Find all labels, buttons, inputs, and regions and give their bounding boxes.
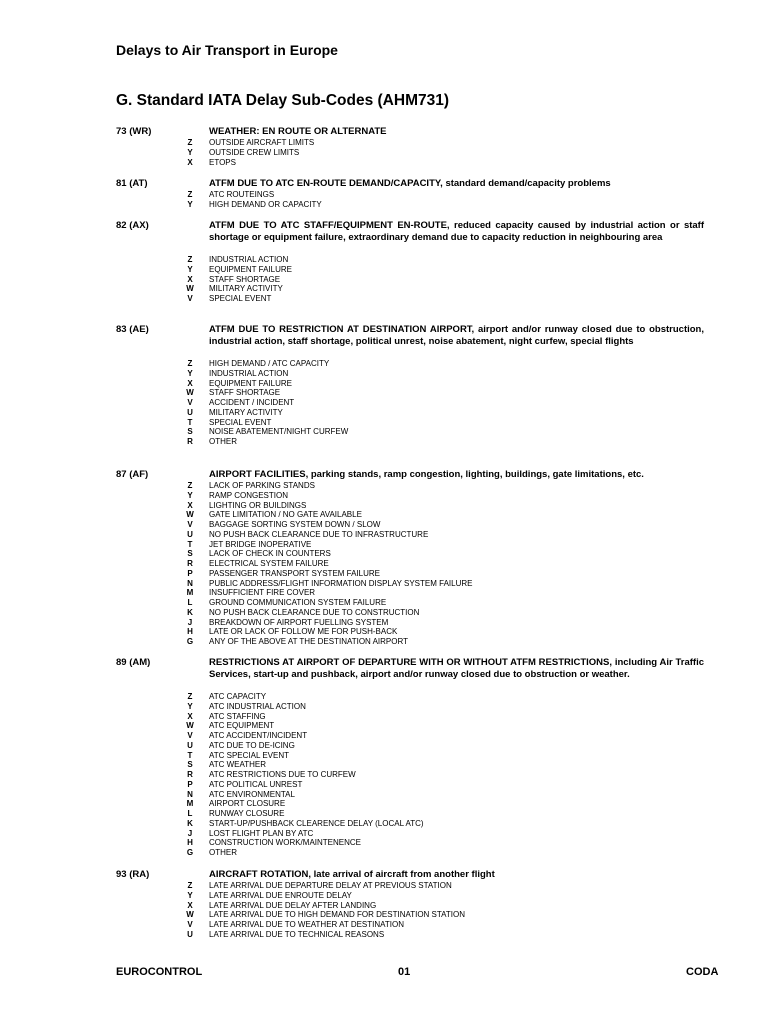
sub-code-description: CONSTRUCTION WORK/MAINTENENCE (209, 838, 361, 848)
sub-code-letter: U (187, 929, 193, 939)
sub-code-description: ATC EQUIPMENT (209, 721, 275, 731)
sub-code-description: BREAKDOWN OF AIRPORT FUELLING SYSTEM (209, 617, 389, 627)
sub-code-letter: Z (187, 359, 193, 368)
sub-code-description: LATE OR LACK OF FOLLOW ME FOR PUSH-BACK (209, 627, 398, 637)
delay-heading (209, 220, 704, 243)
sub-code-letter: X (187, 274, 193, 284)
sub-code-letter: Y (187, 890, 193, 900)
sub-code-letter: M (186, 799, 194, 809)
sub-code-letter: G (186, 637, 194, 646)
sub-code-letter: T (187, 539, 193, 549)
sub-code-letter: V (187, 294, 193, 303)
sub-code-letter: W (186, 510, 194, 520)
sub-code-letter: U (187, 407, 193, 417)
sub-code-description: OUTSIDE CREW LIMITS (209, 147, 300, 157)
sub-code-description: ELECTRICAL SYSTEM FAILURE (209, 559, 329, 568)
sub-code-letter: L (187, 809, 193, 818)
delay-heading-bold: RESTRICTIONS AT AIRPORT OF DEPARTURE WITH OR WITHOUT ATFM RESTRICTIONS, (209, 657, 613, 668)
sub-code-letter: T (187, 750, 193, 760)
delay-code: 83 (AE) (116, 324, 149, 335)
sub-code-letter: Z (187, 881, 193, 890)
sub-code-description: ETOPS (209, 157, 236, 167)
delay-code: 87 (AF) (116, 469, 149, 480)
sub-code-description: GATE LIMITATION / NO GATE AVAILABLE (209, 510, 362, 520)
sub-code-letter: P (187, 779, 193, 789)
sub-code-description: ACCIDENT / INCIDENT (209, 398, 295, 407)
sub-code-description: STAFF SHORTAGE (209, 388, 281, 398)
sub-code-description: OUTSIDE AIRCRAFT LIMITS (209, 138, 315, 147)
sub-code-description: INSUFFICIENT FIRE COVER (209, 588, 316, 598)
sub-code-description: ATC ENVIRONMENTAL (209, 789, 295, 799)
sub-code-description: ATC CAPACITY (209, 692, 267, 701)
sub-code-letter: V (187, 731, 193, 740)
sub-code-letter: Y (187, 490, 193, 500)
sub-code-description: ATC DUE TO DE-ICING (209, 740, 295, 750)
delay-heading (209, 178, 704, 190)
delay-heading-bold: ATFM DUE TO RESTRICTION AT DESTINATION AIRPORT, (209, 324, 475, 335)
sub-code-description: LACK OF CHECK IN COUNTERS (209, 549, 331, 559)
sub-code-letter: Y (187, 701, 193, 711)
sub-code-description: BAGGAGE SORTING SYSTEM DOWN / SLOW (209, 520, 381, 529)
sub-code-letter: U (187, 740, 193, 750)
sub-code-description: ATC ACCIDENT/INCIDENT (209, 731, 308, 740)
sub-code-letter: K (187, 818, 193, 828)
sub-code-letter: X (187, 500, 193, 510)
sub-code-description: INDUSTRIAL ACTION (209, 368, 289, 378)
sub-code-letter: W (186, 910, 194, 920)
sub-code-letter: R (187, 770, 193, 779)
sub-code-description: NOISE ABATEMENT/NIGHT CURFEW (209, 427, 349, 437)
sub-code-description: LATE ARRIVAL DUE TO WEATHER AT DESTINATION (209, 920, 404, 929)
sub-code-letter: Z (187, 138, 193, 147)
sub-code-description: LATE ARRIVAL DUE ENROUTE DELAY (209, 890, 352, 900)
sub-code-description: OTHER (209, 848, 237, 857)
delay-code: 81 (AT) (116, 178, 148, 189)
sub-code-description: START-UP/PUSHBACK CLEARENCE DELAY (LOCAL ATC) (209, 818, 424, 828)
sub-code-description: ATC RESTRICTIONS DUE TO CURFEW (209, 770, 356, 779)
sub-code-letter: Y (187, 199, 193, 209)
sub-code-description: AIRPORT CLOSURE (209, 799, 286, 809)
sub-code-description: SPECIAL EVENT (209, 417, 272, 427)
sub-code-letter: R (187, 437, 193, 446)
sub-code-letter: X (187, 378, 193, 388)
sub-code-description: ATC SPECIAL EVENT (209, 750, 290, 760)
sub-code-letter: W (186, 284, 194, 294)
sub-code-letter: G (186, 848, 194, 857)
sub-code-letter: Z (187, 481, 193, 490)
sub-code-letter: H (187, 627, 193, 637)
sub-code-letter: W (186, 388, 194, 398)
sub-code-description: ATC WEATHER (209, 760, 267, 770)
sub-code-description: LATE ARRIVAL DUE DEPARTURE DELAY AT PREVIOUS STATION (209, 881, 452, 890)
delay-heading (209, 126, 704, 138)
sub-code-letter: Z (187, 692, 193, 701)
sub-code-letter: X (187, 900, 193, 910)
sub-code-letter: V (187, 520, 193, 529)
sub-code-letter: R (187, 559, 193, 568)
sub-code-description: SPECIAL EVENT (209, 294, 272, 303)
sub-code-letter: N (187, 789, 193, 799)
sub-code-letter: H (187, 838, 193, 848)
delay-heading-detail: airport and/or runway closed due to obstruction, industrial action, staff shortage, political unrest, noise abatement, night curfew, special flights (209, 324, 704, 347)
delay-code: 73 (WR) (116, 126, 152, 137)
sub-code-description: MILITARY ACTIVITY (209, 284, 283, 294)
delay-heading-detail: reduced capacity caused by industrial action or staff shortage or equipment failure, extraordinary demand due to capacity reduction in neighbouring area (209, 220, 704, 243)
sub-code-description: ATC POLITICAL UNREST (209, 779, 303, 789)
sub-code-letter: J (187, 617, 193, 627)
footer-organization: EUROCONTROL (116, 966, 203, 978)
sub-code-letter: X (187, 157, 193, 167)
sub-code-letter: P (187, 568, 193, 578)
delay-code: 82 (AX) (116, 220, 149, 231)
delay-heading-detail: late arrival of aircraft from another flight (311, 869, 495, 880)
sub-code-letter: V (187, 398, 193, 407)
sub-code-letter: U (187, 529, 193, 539)
sub-code-description: JET BRIDGE INOPERATIVE (209, 539, 312, 549)
sub-code-description: ATC INDUSTRIAL ACTION (209, 701, 306, 711)
footer-document-code: CODA (686, 966, 719, 978)
delay-heading-bold: AIRCRAFT ROTATION, (209, 869, 312, 880)
sub-code-letter: Z (187, 255, 193, 264)
sub-code-letter: M (186, 588, 194, 598)
document-header: Delays to Air Transport in Europe (116, 42, 338, 58)
sub-code-description: EQUIPMENT FAILURE (209, 264, 292, 274)
sub-code-description: PASSENGER TRANSPORT SYSTEM FAILURE (209, 568, 381, 578)
delay-heading (209, 469, 704, 481)
delay-code: 89 (AM) (116, 657, 151, 668)
sub-code-description: LIGHTING OR BUILDINGS (209, 500, 307, 510)
sub-code-letter: Y (187, 264, 193, 274)
sub-code-description: INDUSTRIAL ACTION (209, 255, 289, 264)
sub-code-description: OTHER (209, 437, 237, 446)
sub-code-letter: K (187, 607, 193, 617)
sub-code-description: NO PUSH BACK CLEARANCE DUE TO INFRASTRUCTURE (209, 529, 429, 539)
sub-code-description: MILITARY ACTIVITY (209, 407, 283, 417)
sub-code-letter: T (187, 417, 193, 427)
sub-code-letter: S (187, 427, 193, 437)
sub-code-letter: N (187, 578, 193, 588)
sub-code-letter: Y (187, 147, 193, 157)
sub-code-description: LATE ARRIVAL DUE TO HIGH DEMAND FOR DESTINATION STATION (209, 910, 466, 920)
sub-code-letter: S (187, 549, 193, 559)
delay-heading-detail: including Air Traffic Services, start-up and pushback, airport and/or runway closed due to obstruction or weather. (209, 657, 704, 680)
sub-code-letter: J (187, 828, 193, 838)
sub-code-description: LATE ARRIVAL DUE DELAY AFTER LANDING (209, 900, 377, 910)
delay-heading (209, 657, 704, 680)
sub-code-letter: S (187, 760, 193, 770)
delay-heading-detail: standard demand/capacity problems (442, 178, 611, 189)
delay-heading (209, 869, 704, 881)
sub-code-description: RUNWAY CLOSURE (209, 809, 285, 818)
delay-heading (209, 324, 704, 347)
sub-code-description: LATE ARRIVAL DUE TO TECHNICAL REASONS (209, 929, 385, 939)
sub-code-letter: L (187, 598, 193, 607)
sub-code-letter: X (187, 711, 193, 721)
sub-code-description: HIGH DEMAND / ATC CAPACITY (209, 359, 330, 368)
sub-code-description: GROUND COMMUNICATION SYSTEM FAILURE (209, 598, 387, 607)
sub-code-description: STAFF SHORTAGE (209, 274, 281, 284)
sub-code-letter: V (187, 920, 193, 929)
sub-code-description: RAMP CONGESTION (209, 490, 288, 500)
delay-heading-bold: ATFM DUE TO ATC STAFF/EQUIPMENT EN-ROUTE, (209, 220, 450, 231)
footer-page-number: 01 (398, 966, 411, 978)
section-title: G. Standard IATA Delay Sub-Codes (AHM731) (116, 92, 450, 109)
sub-code-description: LACK OF PARKING STANDS (209, 481, 315, 490)
sub-code-description: NO PUSH BACK CLEARANCE DUE TO CONSTRUCTION (209, 607, 420, 617)
delay-code: 93 (RA) (116, 869, 150, 880)
sub-code-description: ATC ROUTEINGS (209, 190, 275, 199)
delay-heading-bold: AIRPORT FACILITIES, (209, 469, 309, 480)
sub-code-letter: W (186, 721, 194, 731)
delay-heading-bold: WEATHER: EN ROUTE OR ALTERNATE (209, 126, 387, 137)
delay-heading-detail: parking stands, ramp congestion, lighting, buildings, gate limitations, etc. (308, 469, 644, 480)
sub-code-letter: Z (187, 190, 193, 199)
sub-code-description: LOST FLIGHT PLAN BY ATC (209, 828, 314, 838)
sub-code-description: ANY OF THE ABOVE AT THE DESTINATION AIRPORT (209, 637, 409, 646)
sub-code-description: ATC STAFFING (209, 711, 266, 721)
delay-heading-bold: ATFM DUE TO ATC EN-ROUTE DEMAND/CAPACITY, (209, 178, 443, 189)
sub-code-description: HIGH DEMAND OR CAPACITY (209, 199, 322, 209)
sub-code-letter: Y (187, 368, 193, 378)
sub-code-description: EQUIPMENT FAILURE (209, 378, 292, 388)
sub-code-description: PUBLIC ADDRESS/FLIGHT INFORMATION DISPLAY SYSTEM FAILURE (209, 578, 473, 588)
